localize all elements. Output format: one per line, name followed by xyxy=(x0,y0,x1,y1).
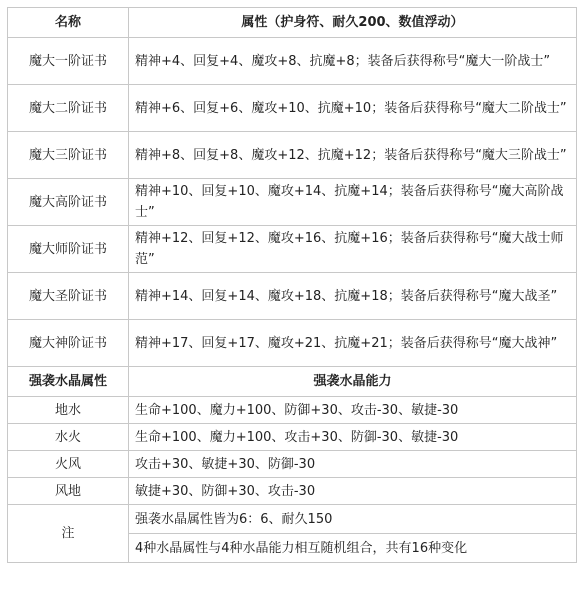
item-table xyxy=(7,7,577,563)
item-attributes: 精神+10、回复+10、魔攻+14、抗魔+14；装备后获得称号“魔大高阶战士” xyxy=(129,179,577,226)
table-row xyxy=(8,478,577,505)
item-name: 魔大神阶证书 xyxy=(8,320,129,367)
note-row xyxy=(8,505,577,534)
item-name: 魔大三阶证书 xyxy=(8,132,129,179)
table-row xyxy=(8,424,577,451)
crystal-attribute: 水火 xyxy=(8,424,129,451)
table-row xyxy=(8,226,577,273)
item-name: 魔大高阶证书 xyxy=(8,179,129,226)
item-name: 魔大圣阶证书 xyxy=(8,273,129,320)
crystal-ability: 生命+100、魔力+100、攻击+30、防御-30、敏捷-30 xyxy=(129,424,577,451)
table-row xyxy=(8,38,577,85)
table-row xyxy=(8,451,577,478)
table-row xyxy=(8,179,577,226)
table-row xyxy=(8,85,577,132)
item-attributes: 精神+14、回复+14、魔攻+18、抗魔+18；装备后获得称号“魔大战圣” xyxy=(129,273,577,320)
table-row xyxy=(8,320,577,367)
table-row xyxy=(8,397,577,424)
table-row xyxy=(8,273,577,320)
crystal-ability: 敏捷+30、防御+30、攻击-30 xyxy=(129,478,577,505)
crystal-attribute: 火风 xyxy=(8,451,129,478)
crystal-ability: 生命+100、魔力+100、防御+30、攻击-30、敏捷-30 xyxy=(129,397,577,424)
column-header-attributes: 属性（护身符、耐久200、数值浮动） xyxy=(129,8,577,38)
item-attributes: 精神+8、回复+8、魔攻+12、抗魔+12；装备后获得称号“魔大三阶战士” xyxy=(129,132,577,179)
item-attributes: 精神+6、回复+6、魔攻+10、抗魔+10；装备后获得称号“魔大二阶战士” xyxy=(129,85,577,132)
column-header-crystal-ability: 强袭水晶能力 xyxy=(129,367,577,397)
item-attributes: 精神+4、回复+4、魔攻+8、抗魔+8；装备后获得称号“魔大一阶战士” xyxy=(129,38,577,85)
column-header-name: 名称 xyxy=(8,8,129,38)
crystal-header-row xyxy=(8,367,577,397)
item-name: 魔大师阶证书 xyxy=(8,226,129,273)
note-label: 注 xyxy=(8,505,129,563)
column-header-crystal-attribute: 强袭水晶属性 xyxy=(8,367,129,397)
note-line: 4种水晶属性与4种水晶能力相互随机组合，共有16种变化 xyxy=(129,534,577,563)
note-line: 强袭水晶属性皆为6：6、耐久150 xyxy=(129,505,577,534)
crystal-ability: 攻击+30、敏捷+30、防御-30 xyxy=(129,451,577,478)
table-row xyxy=(8,132,577,179)
item-attributes: 精神+17、回复+17、魔攻+21、抗魔+21；装备后获得称号“魔大战神” xyxy=(129,320,577,367)
item-attributes: 精神+12、回复+12、魔攻+16、抗魔+16；装备后获得称号“魔大战士师范” xyxy=(129,226,577,273)
table-header-row xyxy=(8,8,577,38)
item-name: 魔大二阶证书 xyxy=(8,85,129,132)
crystal-attribute: 风地 xyxy=(8,478,129,505)
crystal-attribute: 地水 xyxy=(8,397,129,424)
item-name: 魔大一阶证书 xyxy=(8,38,129,85)
